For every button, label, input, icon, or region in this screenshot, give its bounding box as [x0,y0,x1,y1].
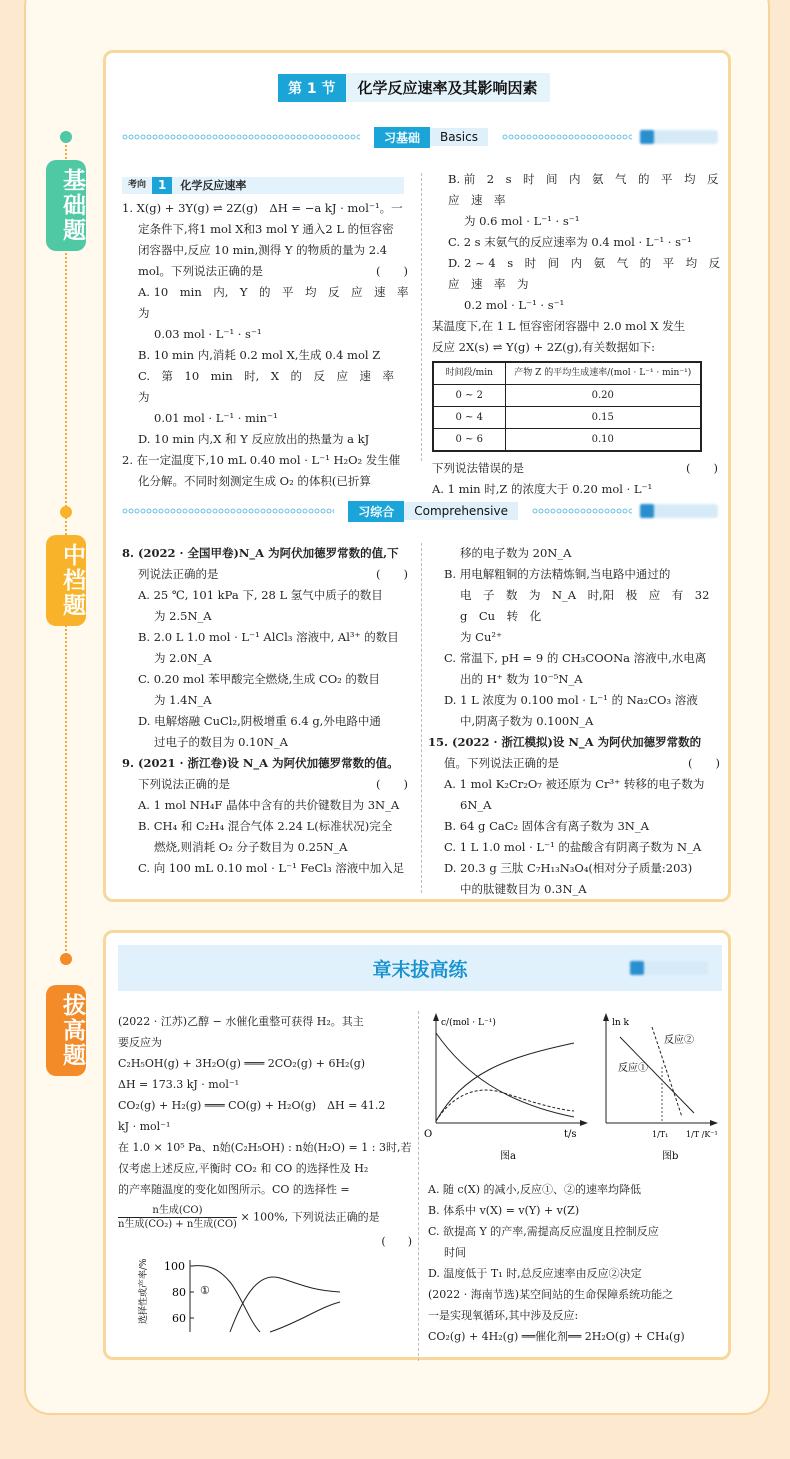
line-reaction-1 [620,1037,694,1113]
fraction-numerator: n生成(CO) [118,1204,237,1218]
question-lines [118,1011,418,1200]
arrow-icon [710,1120,718,1126]
fig-b-x-label: 1/T /K⁻¹ [686,1130,718,1139]
curve [270,1302,340,1332]
text-line: 15. (2022 · 浙江模拟)设 N_A 为阿伏加德罗常数的 [428,735,702,749]
wave-decoration [502,134,632,140]
fraction-denominator: n生成(CO₂) + n生成(CO) [118,1219,237,1230]
curve-x [436,1033,574,1117]
table-header-row [433,362,701,385]
column-divider [421,173,422,461]
question-lines [428,1179,724,1347]
arrow-icon [580,1120,588,1126]
advanced-right-column [428,1179,724,1347]
text-line: 列说法正确的是 [138,567,219,581]
kaoxiang-title: 化学反应速率 [180,179,247,192]
text-line: 仅考虑上述反应,平衡时 CO₂ 和 CO 的选择性及 H₂ [118,1162,369,1175]
text-line: 6N_A [460,798,492,812]
section-number: 第 1 节 [278,74,346,102]
kinetics-figures [424,1013,724,1163]
text-line: 的产率随温度的变化如图所示。CO 的选择性 = [118,1183,350,1196]
text-line: 闭容器中,反应 10 min,测得 Y 的物质的量为 2.4 [138,243,388,257]
video-icon[interactable] [640,130,718,144]
comp-right-column [428,543,724,900]
answer-paren: ( ) [376,777,408,791]
answer-paren: ( ) [686,461,718,475]
basics-left-column [122,177,420,492]
text-line: 过电子的数目为 0.10N_A [154,735,288,749]
tag-mid: 中档题 [46,535,86,626]
text-line: 0.03 mol · L⁻¹ · s⁻¹ [154,327,262,341]
text-line: 0.2 mol · L⁻¹ · s⁻¹ [464,298,565,312]
question-lines [432,169,732,358]
answer-paren: ( ) [688,756,720,770]
rail-dot-mid [60,506,72,518]
basics-pill [374,127,488,148]
text-line: 为 0.6 mol · L⁻¹ · s⁻¹ [464,214,580,228]
text-line: C. 向 100 mL 0.10 mol · L⁻¹ FeCl₃ 溶液中加入足 [138,861,405,875]
text-line: 燃烧,则消耗 O₂ 分子数目为 0.25N_A [154,840,348,854]
text-line: 中,阴离子数为 0.100N_A [460,714,594,728]
text-line: A. 25 ℃, 101 kPa 下, 28 L 氢气中质子的数目 [138,588,383,602]
text-line: 为 Cu²⁺ [460,630,503,644]
text-line: 电 子 数 为 N_A 时,阳 极 应 有 32 g Cu 转 化 [460,588,721,623]
wave-decoration [122,508,334,514]
text-line: D. 20.3 g 三肽 C₇H₁₃N₃O₄(相对分子质量:203) [444,861,693,875]
rate-table [432,361,702,452]
table-cell: 0 ~ 4 [433,407,505,429]
kaoxiang-number: 1 [152,177,172,194]
table-row [433,429,701,452]
question-lines [122,543,412,879]
basics-label-cn: 习基础 [374,127,430,148]
text-line: 定条件下,将1 mol X和3 mol Y 通入2 L 的恒容密 [138,222,394,236]
kaoxiang-label: 考向 [128,180,147,190]
question-lines [122,198,420,492]
video-icon[interactable] [640,504,718,518]
text-line: 在 1.0 × 10⁵ Pa、n始(C₂H₅OH) : n始(H₂O) = 1 : 3时,若 [118,1141,412,1154]
comprehensive-label-cn: 习综合 [348,501,404,522]
text-line: 出的 H⁺ 数为 10⁻⁵N_A [460,672,583,686]
text-line: D. 10 min 内,X 和 Y 反应放出的热量为 a kJ [138,432,370,446]
wave-decoration [122,134,360,140]
text-line: C. 常温下, pH = 9 的 CH₃COONa 溶液中,水电离 [444,651,707,665]
text-line: B. 前 2 s 时 间 内 氨 气 的 平 均 反 应 速 率 [448,172,730,207]
wave-decoration [532,508,632,514]
fig-a-origin: O [424,1129,433,1140]
fig-b-curve2-label: 反应① [618,1063,648,1074]
basics-label-en: Basics [430,128,488,146]
basics-band [122,127,718,147]
fig-b-caption: 图b [662,1151,679,1162]
curve-y [436,1090,574,1121]
formula-tail: × 100%, 下列说法正确的是 [240,1210,380,1224]
answer-paren: ( ) [376,264,408,278]
y-tick: 100 [164,1260,185,1273]
text-line: (2022 · 海南节选)某空间站的生命保障系统功能之 [428,1288,674,1301]
table-cell: 0.15 [505,407,701,429]
text-line: 要反应为 [118,1036,162,1049]
text-line: 下列说法正确的是 [138,777,230,791]
table-header: 时间段/min [433,362,505,385]
fig-a-caption: 图a [500,1151,516,1162]
selectivity-formula [118,1204,418,1231]
text-line: 8. (2022 · 全国甲卷)N_A 为阿伏加德罗常数的值,下 [122,546,399,560]
text-line: D. 电解熔融 CuCl₂,阴极增重 6.4 g,外电路中通 [138,714,381,728]
basics-right-column [432,169,732,500]
curve-z [436,1043,574,1121]
text-line: 为 1.4N_A [154,693,212,707]
text-line: C. 1 L 1.0 mol · L⁻¹ 的盐酸含有阴离子数为 N_A [444,840,702,854]
advanced-panel [103,930,731,1360]
question-lines [432,458,722,500]
text-line: B. 2.0 L 1.0 mol · L⁻¹ AlCl₃ 溶液中, Al³⁺ 的数目 [138,630,399,644]
text-line: C. 0.20 mol 苯甲酸完全燃烧,生成 CO₂ 的数目 [138,672,380,686]
text-line: kJ · mol⁻¹ [118,1120,171,1133]
fig-a-x-label: t/s [564,1129,577,1140]
text-line: 为 2.5N_A [154,609,212,623]
comprehensive-band [122,501,718,521]
y-tick: 80 [172,1286,186,1299]
text-line: 2. 在一定温度下,10 mL 0.40 mol · L⁻¹ H₂O₂ 发生催 [122,453,401,467]
text-line: B. 体系中 v(X) = v(Y) + v(Z) [428,1204,580,1217]
figures [424,1013,724,1163]
advanced-left-column [118,1011,418,1339]
column-divider [421,543,422,893]
curve-marker: ① [200,1284,210,1297]
text-line: A. 1 mol NH₄F 晶体中含有的共价键数目为 3N_A [138,798,400,812]
fig-b-y-label: ln k [612,1018,629,1028]
table-cell: 0 ~ 2 [433,385,505,407]
section-panel [103,50,731,902]
text-line: D. 2 ~ 4 s 时 间 内 氨 气 的 平 均 反 应 速 率 为 [448,256,732,291]
text-line: 0.01 mol · L⁻¹ · min⁻¹ [154,411,278,425]
text-line: CO₂(g) + H₂(g) ═══ CO(g) + H₂O(g) ΔH = 41.2 [118,1099,386,1112]
text-line: 某温度下,在 1 L 恒容密闭容器中 2.0 mol X 发生 [432,319,686,333]
text-line: CO₂(g) + 4H₂(g) ══催化剂══ 2H₂O(g) + CH₄(g) [428,1330,685,1343]
text-line: B. 10 min 内,消耗 0.2 mol X,生成 0.4 mol Z [138,348,381,362]
text-line: 反应 2X(s) ⇌ Y(g) + 2Z(g),有关数据如下: [432,340,656,354]
text-line: C₂H₅OH(g) + 3H₂O(g) ═══ 2CO₂(g) + 6H₂(g) [118,1057,366,1070]
y-tick: 60 [172,1312,186,1325]
text-line: D. 1 L 浓度为 0.100 mol · L⁻¹ 的 Na₂CO₃ 溶液 [444,693,698,707]
section-title: 化学反应速率及其影响因素 [346,73,550,102]
text-line: A. 10 min 内, Y 的 平 均 反 应 速 率 为 [138,285,420,320]
tag-advanced: 拔高题 [46,985,86,1076]
text-line: 9. (2021 · 浙江卷)设 N_A 为阿伏加德罗常数的值。 [122,756,399,770]
text-line: 为 2.0N_A [154,651,212,665]
text-line: A. 1 mol K₂Cr₂O₇ 被还原为 Cr³⁺ 转移的电子数为 [444,777,705,791]
text-line: ΔH = 173.3 kJ · mol⁻¹ [118,1078,240,1091]
table-row [433,385,701,407]
rail-dot-advanced [60,953,72,965]
arrow-icon [603,1013,609,1021]
text-line: 移的电子数为 20N_A [460,546,572,560]
text-line: mol。下列说法正确的是 [138,264,264,278]
text-line: 时间 [444,1246,466,1259]
text-line: 值。下列说法正确的是 [444,756,559,770]
text-line: D. 温度低于 T₁ 时,总反应速率由反应②决定 [428,1267,642,1280]
text-line: 中的肽键数目为 0.3N_A [460,882,587,896]
fraction [118,1204,237,1231]
comprehensive-pill [348,501,518,522]
table-row [433,407,701,429]
text-line: A. 1 min 时,Z 的浓度大于 0.20 mol · L⁻¹ [432,482,653,496]
answer-paren: ( ) [376,567,408,581]
fig-b-t1: 1/T₁ [652,1130,669,1139]
text-line: 一是实现氧循环,其中涉及反应: [428,1309,579,1322]
comp-left-column [122,543,412,879]
video-icon[interactable] [630,961,708,975]
text-line: C. 欲提高 Y 的产率,需提高反应温度且控制反应 [428,1225,659,1238]
curve [230,1277,340,1332]
curve [192,1266,260,1332]
rail-dot-basic [60,131,72,143]
comprehensive-label-en: Comprehensive [404,502,518,520]
text-line: B. 用电解粗铜的方法精炼铜,当电路中通过的 [444,567,671,581]
text-line: 1. X(g) + 3Y(g) ⇌ 2Z(g) ΔH = −a kJ · mol⁻¹。一 [122,201,403,215]
advanced-title: 章末拔高练 [372,958,468,981]
text-line: C. 2 s 末氨气的反应速率为 0.4 mol · L⁻¹ · s⁻¹ [448,235,692,249]
text-line: B. 64 g CaC₂ 固体含有离子数为 3N_A [444,819,649,833]
table-header: 产物 Z 的平均生成速率/(mol · L⁻¹ · min⁻¹) [505,362,701,385]
fig-b-curve1-label: 反应② [664,1035,694,1046]
text-line: A. 随 c(X) 的减小,反应①、②的速率均降低 [428,1183,642,1196]
selectivity-graph [139,1252,360,1332]
y-axis-label: 选择性或产率/% [139,1258,149,1324]
text-line: 化分解。不同时刻测定生成 O₂ 的体积(已折算 [138,474,371,488]
advanced-banner [118,945,722,991]
text-line: (2022 · 江苏)乙醇 − 水催化重整可获得 H₂。其主 [118,1015,364,1028]
section-heading [278,73,550,102]
column-divider [418,1011,419,1361]
table-cell: 0.10 [505,429,701,452]
table-cell: 0 ~ 6 [433,429,505,452]
fig-a-y-label: c/(mol · L⁻¹) [441,1018,496,1028]
text-line: C. 第 10 min 时, X 的 反 应 速 率 为 [138,369,406,404]
text-line: 下列说法错误的是 [432,461,524,475]
question-lines [428,543,724,900]
arrow-icon [433,1013,439,1021]
answer-paren: ( ) [381,1235,412,1248]
kaoxiang-bar [122,177,404,194]
table-cell: 0.20 [505,385,701,407]
tag-basic: 基础题 [46,160,86,251]
text-line: B. CH₄ 和 C₂H₄ 混合气体 2.24 L(标准状况)完全 [138,819,393,833]
